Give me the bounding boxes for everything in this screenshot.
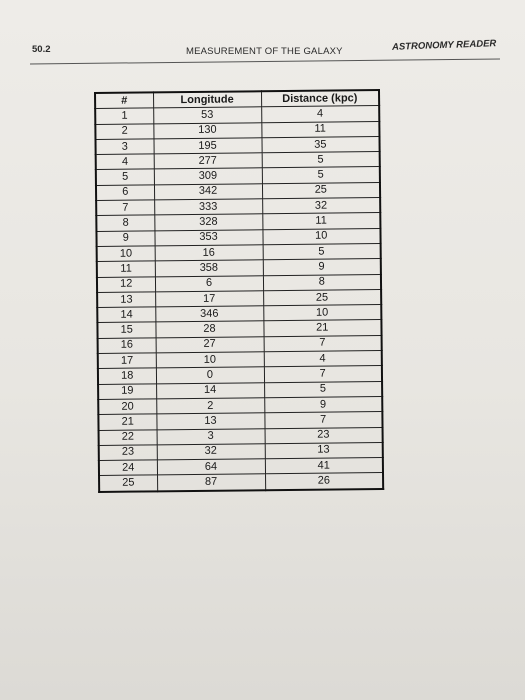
table-body: [95, 106, 383, 492]
cell-distance: 35: [261, 136, 379, 153]
cell-longitude: 27: [156, 336, 264, 352]
cell-longitude: 10: [156, 352, 264, 368]
book-title: ASTRONOMY READER: [391, 38, 497, 53]
cell-number: 11: [97, 261, 155, 277]
cell-number: 5: [96, 169, 154, 185]
cell-longitude: 353: [154, 229, 262, 245]
column-header-distance: Distance (kpc): [261, 90, 379, 107]
cell-number: 16: [98, 338, 156, 354]
cell-longitude: 32: [157, 444, 265, 460]
cell-longitude: 2: [156, 398, 264, 414]
cell-number: 15: [97, 322, 155, 338]
cell-number: 22: [99, 429, 157, 445]
cell-number: 12: [97, 276, 155, 292]
cell-number: 1: [95, 108, 153, 124]
section-title: MEASUREMENT OF THE GALAXY: [186, 46, 343, 57]
cell-number: 10: [97, 246, 155, 262]
cell-number: 18: [98, 368, 156, 384]
cell-number: 21: [98, 414, 156, 430]
page-number: 50.2: [32, 44, 51, 55]
cell-number: 9: [96, 231, 154, 247]
data-table-container: [94, 89, 384, 493]
cell-distance: 4: [261, 106, 379, 123]
cell-longitude: 6: [155, 275, 263, 291]
cell-number: 14: [97, 307, 155, 323]
cell-longitude: 130: [153, 122, 261, 138]
cell-longitude: 0: [156, 367, 264, 383]
cell-longitude: 342: [154, 184, 262, 200]
cell-longitude: 87: [157, 474, 265, 491]
cell-distance: 26: [265, 473, 383, 490]
cell-longitude: 309: [154, 168, 262, 184]
cell-longitude: 28: [155, 321, 263, 337]
cell-number: 4: [96, 154, 154, 170]
cell-number: 17: [98, 353, 156, 369]
cell-distance: 11: [262, 213, 380, 230]
cell-distance: 7: [264, 412, 382, 429]
cell-distance: 7: [264, 335, 382, 352]
cell-distance: 10: [263, 305, 381, 322]
cell-distance: 11: [261, 121, 379, 138]
cell-longitude: 14: [156, 382, 264, 398]
cell-number: 20: [98, 399, 156, 415]
page-header: [30, 40, 498, 60]
cell-distance: 13: [265, 442, 383, 459]
cell-distance: 21: [263, 320, 381, 337]
cell-distance: 41: [265, 458, 383, 475]
cell-distance: 25: [263, 289, 381, 306]
cell-distance: 23: [265, 427, 383, 444]
cell-number: 23: [99, 445, 157, 461]
cell-number: 24: [99, 460, 157, 476]
cell-longitude: 277: [154, 153, 262, 169]
cell-distance: 9: [264, 396, 382, 413]
cell-number: 8: [96, 215, 154, 231]
cell-longitude: 3: [157, 428, 265, 444]
cell-longitude: 17: [155, 291, 263, 307]
cell-distance: 32: [262, 198, 380, 215]
cell-distance: 10: [262, 228, 380, 245]
cell-number: 2: [95, 123, 153, 139]
cell-longitude: 333: [154, 199, 262, 215]
cell-distance: 4: [264, 351, 382, 368]
cell-longitude: 358: [155, 260, 263, 276]
column-header-longitude: Longitude: [153, 91, 261, 108]
cell-number: 3: [95, 139, 153, 155]
cell-number: 13: [97, 292, 155, 308]
cell-distance: 8: [263, 274, 381, 291]
cell-distance: 7: [264, 366, 382, 383]
cell-distance: 5: [264, 381, 382, 398]
cell-number: 19: [98, 384, 156, 400]
cell-longitude: 346: [155, 306, 263, 322]
cell-longitude: 16: [155, 245, 263, 261]
cell-number: 7: [96, 200, 154, 216]
cell-number: 25: [99, 475, 157, 491]
cell-longitude: 53: [153, 107, 261, 123]
cell-number: 6: [96, 185, 154, 201]
table-row: [99, 473, 383, 492]
globular-cluster-table: [94, 89, 384, 493]
cell-longitude: 328: [154, 214, 262, 230]
cell-distance: 5: [263, 243, 381, 260]
cell-distance: 5: [262, 167, 380, 184]
cell-longitude: 195: [153, 138, 261, 154]
column-header-number: #: [95, 92, 153, 108]
cell-distance: 9: [263, 259, 381, 276]
cell-distance: 25: [262, 182, 380, 199]
cell-longitude: 13: [156, 413, 264, 429]
cell-longitude: 64: [157, 459, 265, 475]
cell-distance: 5: [262, 152, 380, 169]
